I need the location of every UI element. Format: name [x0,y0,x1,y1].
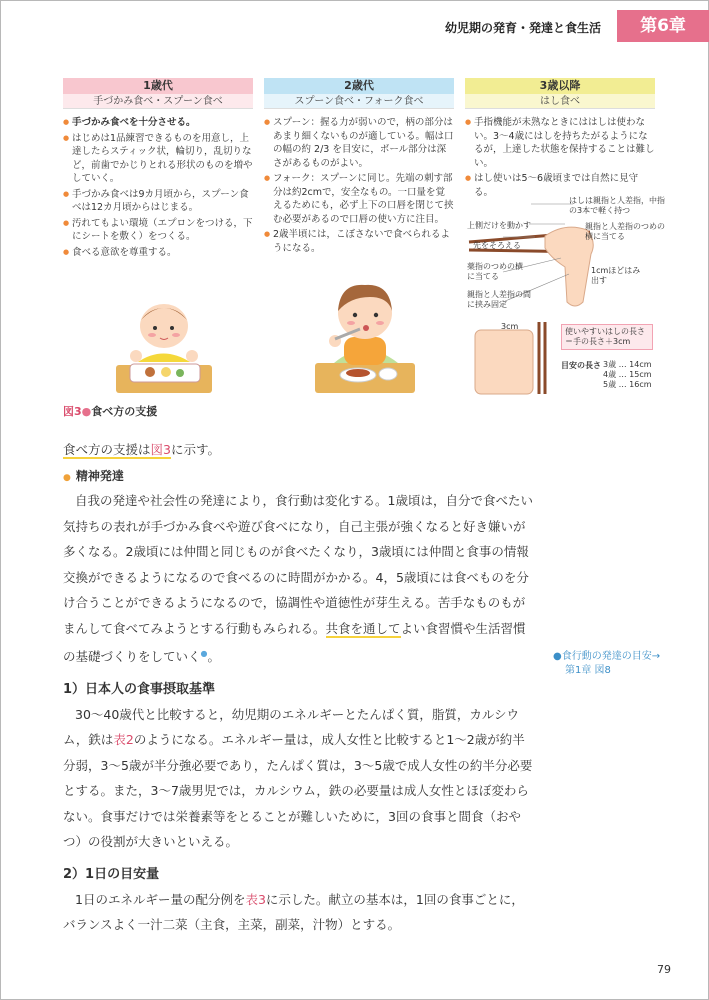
highlight-text: 共食を通して [325,620,401,636]
column-style-label: 手づかみ食べ・スプーン食べ [63,94,253,109]
column-age-label: 1歳代 [63,78,253,94]
column-age-3 [465,78,655,201]
list-item: ● フォーク：スプーンに同じ。先端の刺す部分は約2cmで，安全なもの。一口量を覚えるためにも，必ず上下の口唇を閉じて挟む必要があるので口唇の使い方に注目。 [264,172,454,226]
label-move-top: 上側だけを動かす [467,221,531,230]
chopsticks-diagram [465,192,665,397]
guide-list [603,360,652,390]
running-header: 幼児期の発育・発達と食生活 [444,21,601,35]
lead-ref: 図3 [150,442,171,457]
list-item: ● はじめは1品練習できるものを用意し，上達したらスティック状，輪切り，乱切りなど，前歯でかじりとれる形状のものを増やしていく。 [63,132,253,186]
bullet-list [465,116,655,199]
paragraph-text: よい食習慣や生活習慣の基礎づくりをしていく [63,620,526,665]
label-between-fingers: 親指と人差指の間に挟み固定 [467,290,531,309]
list-item: ● 2歳半頃には，こぼさないで食べられるようになる。 [264,228,454,255]
list-item: ● 手指機能が未熟なときにははしは使わない。3～4歳にはしを持ちたがるようになるが，上達した状態を保持することは難しい。 [465,116,655,170]
paragraph [63,488,533,670]
label-three-cm: 3cm [501,322,519,331]
guide-row: 5歳 … 16cm [603,380,652,389]
label-three-fingers: はしは親指と人差指，中指の3本で軽く持つ [569,196,665,215]
lead-sentence [63,440,533,460]
label-tip-overhang: 1cmほどはみ出す [591,266,641,285]
guide-row: 3歳 … 14cm [603,360,652,369]
body-text [63,440,533,938]
lead-highlight [63,442,171,459]
list-item: ● 手づかみ食べを十分させる。 [63,116,253,130]
column-age-label: 2歳代 [264,78,454,94]
list-item: ● スプーン：握る力が弱いので，柄の部分はあまり細くないものが適している。幅は口の幅の約 2/3 を目安に，ボール部分は深さがあるものがよい。 [264,116,454,170]
figure-label: 図3 [63,405,82,418]
sidenote-line: 第1章 図8 [565,665,611,676]
table-ref: 表2 [113,732,134,748]
list-item: ● 汚れてもよい環境（エプロンをつける，下にシートを敷く）をつくる。 [63,217,253,244]
paragraph [63,887,533,938]
column-style-label: はし食べ [465,94,655,109]
label-ring-finger: 薬指のつめの横に当てる [467,262,523,281]
cross-reference-note [553,650,660,678]
figure-title: 食べ方の支援 [91,405,158,418]
table-ref: 表3 [245,891,266,907]
chapter-badge: 第6章 [617,10,709,42]
ideal-length-note: 使いやすいはしの長さ＝手の長さ＋3cm [561,324,653,350]
toddler-spoon-eating-illustration [310,275,420,395]
list-item: ● 食べる意欲を尊重する。 [63,246,253,260]
lead-text: 食べ方の支援は [63,442,151,457]
paragraph-text: 30～40歳代と比較すると，幼児期のエネルギーとたんぱく質，脂質，カルシウム，鉄は [63,706,520,748]
guide-title: 目安の長さ [561,361,601,370]
subsection-heading: 1）日本人の食事摂取基準 [63,681,216,697]
paragraph-text: のようになる。エネルギー量は，成人女性と比較すると1～2歳が約半分弱，3～5歳が半分強必要であり，たんぱく質は，3～5歳で成人女性の約半分必要とする。また，3～7歳男児では，カルシウム，鉄の必要量は成人女性とほぼ変わらない。食事だけでは栄養素等をとることが難しいために，3回の食事と間食（おやつ）の役割が大きいといえる。 [63,732,533,850]
column-age-1 [63,78,253,261]
toddler-hand-eating-illustration [108,290,218,395]
label-middle-finger: 親指と人差指のつめの横に当てる [585,222,665,241]
paragraph [63,702,533,855]
column-style-label: スプーン食べ・フォーク食べ [264,94,454,109]
bullet-list [63,116,253,259]
subsection-heading: 2）1日の目安量 [63,866,160,882]
paragraph-text: に示した。献立の基本は，1回の食事ごとに，バランスよく一汁二菜（主食，主菜，副菜，汁物）とする。 [63,891,524,933]
list-item: ● はし使いは5～6歳頃までは自然に見守る。 [465,172,655,199]
paragraph-text: 1日のエネルギー量の配分例を [75,891,246,907]
figure-caption [63,403,157,419]
column-age-2 [264,78,454,257]
reference-dot: ● [200,649,208,658]
paragraph-end: 。 [207,649,221,665]
page-number: 79 [657,963,671,976]
paragraph-text: 自我の発達や社会性の発達により，食行動は変化する。1歳頃は，自分で食べたい気持ちの表れが手づかみ食べや遊び食べになり，自己主張が強くなると好き嫌いが多くなる。2歳頃には仲間と同じものが食べたくなり，3歳頃には仲間と食事の情報交換ができるようになるので食べるのに時間がかかる。4，5歳頃には食べものを分け合うことができるようになるので，協調性や道徳性が芽生える。苦手なものもがまんして食べてみようとする行動もみられる。 [63,493,533,636]
guide-row: 4歳 … 15cm [603,370,652,379]
bullet-list [264,116,454,255]
sidenote-line: ●食行動の発達の目安→ [553,651,661,662]
label-align-tips: 先をそろえる [473,241,521,250]
section-heading: ● 精神発達 [63,466,533,488]
lead-end: に示す。 [170,442,220,457]
column-age-label: 3歳以降 [465,78,655,94]
caption-dot: ● [81,405,92,418]
list-item: ● 手づかみ食べは9カ月頃から，スプーン食べは12カ月頃からはじまる。 [63,188,253,215]
